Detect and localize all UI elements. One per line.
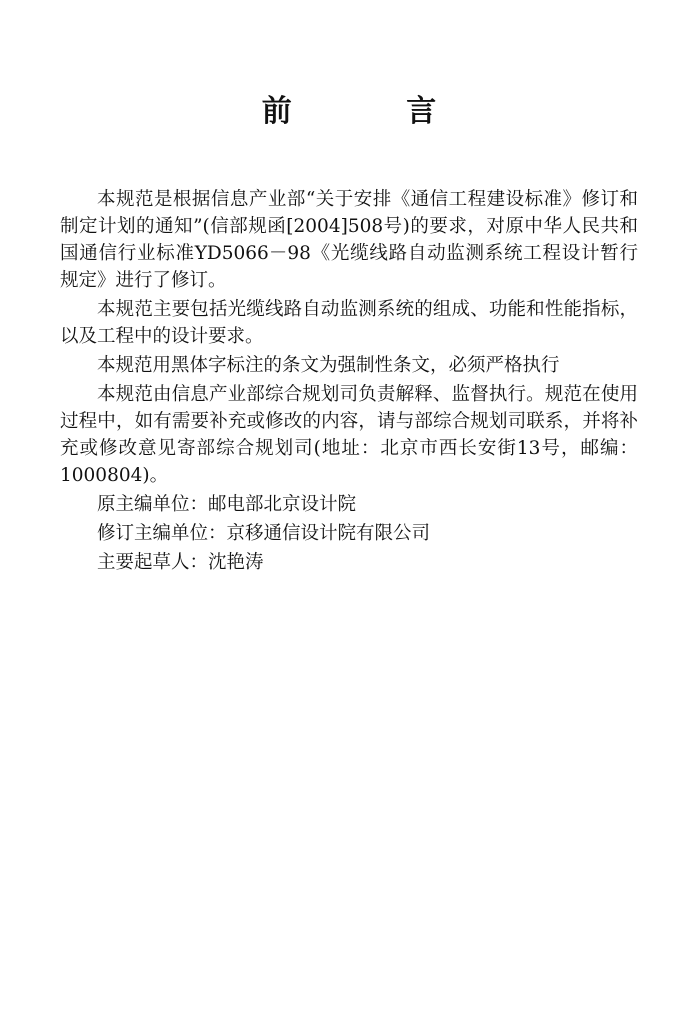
paragraph-interpretation: 本规范由信息产业部综合规划司负责解释、监督执行。规范在使用过程中，如有需要补充或修改的内容，请与部综合规划司联系，并将补充或修改意见寄部综合规划司(地址：北京市西长安街13号，邮编：1000804)。 [60, 384, 638, 486]
paragraph-revision-editor: 修订主编单位：京移通信设计院有限公司 [97, 523, 431, 544]
paragraph-original-editor: 原主编单位：邮电部北京设计院 [97, 494, 357, 515]
page-title: 前 言 [261, 94, 489, 129]
paragraph-mandatory-clauses: 本规范用黑体字标注的条文为强制性条文，必须严格执行 [97, 355, 560, 376]
paragraph-revision-basis: 本规范是根据信息产业部“关于安排《通信工程建设标准》修订和制定计划的通知”(信部规函[2004]508号)的要求，对原中华人民共和国通信行业标准YD5066－98《光缆线路自动监测系统工程设计暂行规定》进行了修订。 [60, 189, 638, 291]
paragraph-drafter: 主要起草人：沈艳涛 [97, 552, 264, 573]
preface-body [60, 186, 638, 576]
paragraph-scope: 本规范主要包括光缆线路自动监测系统的组成、功能和性能指标，以及工程中的设计要求。 [60, 299, 638, 347]
